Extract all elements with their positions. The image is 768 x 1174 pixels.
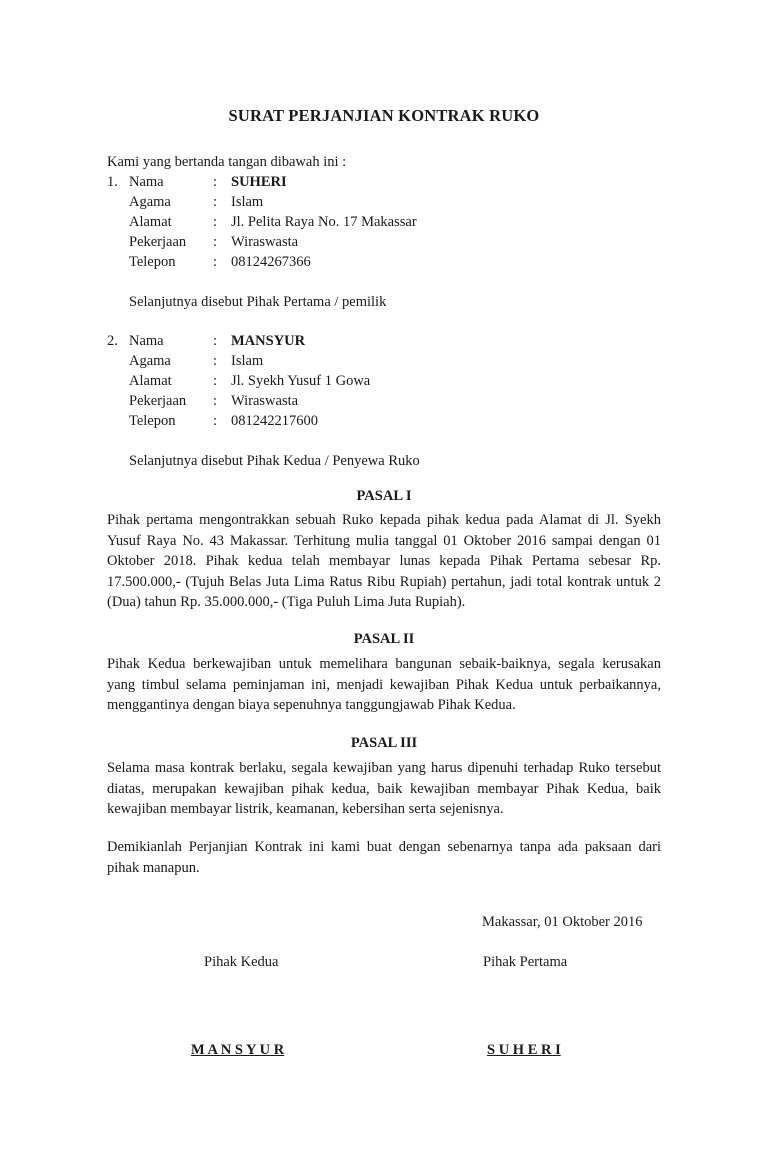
colon: : xyxy=(213,214,218,230)
place-date: Makassar, 01 Oktober 2016 xyxy=(482,914,643,930)
closing-text: Demikianlah Perjanjian Kontrak ini kami buat dengan sebenarnya tanpa ada paksaan dari pihak manapun. xyxy=(107,839,661,876)
party-1-religion-value: Islam xyxy=(231,194,264,210)
party-2-job-value: Wiraswasta xyxy=(231,393,299,409)
party-2-name-label: Nama xyxy=(129,333,164,349)
pasal-3-heading: PASAL III xyxy=(350,735,418,751)
colon: : xyxy=(213,373,218,389)
colon: : xyxy=(213,254,218,270)
intro-text: Kami yang bertanda tangan dibawah ini : xyxy=(107,154,347,170)
signature-role-left: Pihak Kedua xyxy=(204,954,279,970)
pasal-3-text: Selama masa kontrak berlaku, segala kewajiban yang harus dipenuhi terhadap Ruko tersebut diatas, merupakan kewajiban pihak kedua, baik kewajiban membayar Pihak Kedua, baik kewajiban membayar listrik, keamanan, kebersihan serta sejenisnya. xyxy=(107,760,661,817)
party-1-address-value: Jl. Pelita Raya No. 17 Makassar xyxy=(231,214,417,230)
party-1-job-label: Pekerjaan xyxy=(129,234,187,250)
party-1-religion-label: Agama xyxy=(129,194,171,210)
pasal-2-text: Pihak Kedua berkewajiban untuk memelihara bangunan sebaik-baiknya, segala kerusakan yang timbul selama peminjaman ini, menjadi kewajiban Pihak Kedua untuk perbaikannya, menggantinya dengan biaya sepenuhnya tanggungjawab Pihak Kedua. xyxy=(107,656,661,713)
colon: : xyxy=(213,194,218,210)
party-2-number: 2. xyxy=(107,333,118,349)
colon: : xyxy=(213,234,218,250)
party-1-job-value: Wiraswasta xyxy=(231,234,299,250)
party-2-address-label: Alamat xyxy=(129,373,172,389)
party-1-address-label: Alamat xyxy=(129,214,172,230)
party-2-name-value: MANSYUR xyxy=(231,333,306,349)
party-1-name-label: Nama xyxy=(129,174,164,190)
party-2-phone-value: 081242217600 xyxy=(231,413,318,429)
colon: : xyxy=(213,333,218,349)
party-2-religion-value: Islam xyxy=(231,353,264,369)
party-1-note: Selanjutnya disebut Pihak Pertama / pemilik xyxy=(129,294,387,310)
party-1-name-value: SUHERI xyxy=(231,174,287,190)
party-1-phone-label: Telepon xyxy=(129,254,176,270)
colon: : xyxy=(213,174,218,190)
pasal-2-heading: PASAL II xyxy=(353,631,415,647)
pasal-1-text: Pihak pertama mengontrakkan sebuah Ruko kepada pihak kedua pada Alamat di Jl. Syekh Yusuf Raya No. 43 Makassar. Terhitung mulia tanggal 01 Oktober 2016 sampai dengan 01 Oktober 2018. Pihak kedua telah membayar lunas kepada Pihak Pertama sebesar Rp. 17.500.000,- (Tujuh Belas Juta Lima Ratus Ribu Rupiah) pertahun, jadi total kontrak untuk 2 (Dua) tahun Rp. 35.000.000,- (Tiga Puluh Lima Juta Rupiah). xyxy=(107,512,661,610)
colon: : xyxy=(213,353,218,369)
document-title: SURAT PERJANJIAN KONTRAK RUKO xyxy=(228,106,540,125)
signature-name-left: M A N S Y U R xyxy=(191,1042,285,1058)
signature-role-right: Pihak Pertama xyxy=(483,954,568,970)
pasal-1-heading: PASAL I xyxy=(356,488,412,504)
signature-name-right: S U H E R I xyxy=(487,1042,561,1058)
party-2-religion-label: Agama xyxy=(129,353,171,369)
party-1-number: 1. xyxy=(107,174,118,190)
party-2-note: Selanjutnya disebut Pihak Kedua / Penyewa Ruko xyxy=(129,453,420,469)
party-2-address-value: Jl. Syekh Yusuf 1 Gowa xyxy=(231,373,371,389)
party-2-phone-label: Telepon xyxy=(129,413,176,429)
party-2-job-label: Pekerjaan xyxy=(129,393,187,409)
party-1-phone-value: 08124267366 xyxy=(231,254,311,270)
colon: : xyxy=(213,413,218,429)
colon: : xyxy=(213,393,218,409)
